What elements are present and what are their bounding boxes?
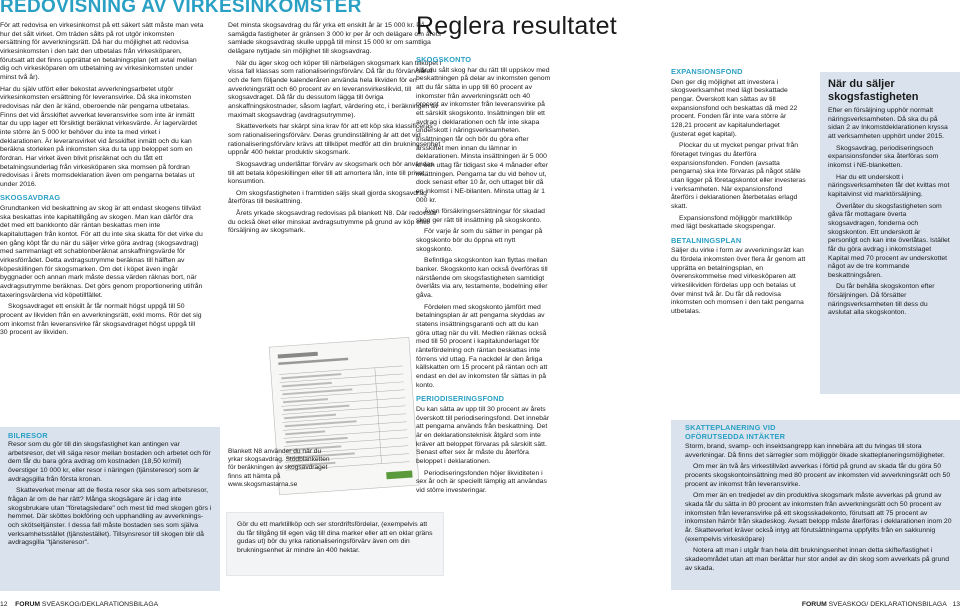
page-headline: REDOVISNING AV VIRKESINKOMSTER	[0, 0, 362, 17]
paragraph: Periodiseringsfonden höjer likviditeten i sex år och är speciellt lämplig att användas vid större investeringar.	[416, 469, 547, 494]
left-footer	[0, 601, 158, 608]
paragraph: Du kan sätta av upp till 30 procent av årets överskott till periodiseringsfond. Det innebär att pengarna används från beskattning. Det är en deklarationsteknisk åtgärd som inte kräver att beloppet förvaras på särskilt sätt. Senast efter sex år måste du återföra beloppet i deklarationen.	[416, 405, 550, 465]
paragraph: Den ger dig möjlighet att investera i skogsverksamhet med lägt beskattade pengar. Överskott kan sättas av till expansionsfond och beskattas då med 22 procent. Fonden får inte vara större är 128,21 procent av kapitalunderlaget (justerat eget kapital).	[671, 78, 798, 138]
paragraph: Efter en försäljning upphör normalt näringsverksamheten. Då ska du på sidan 2 av Inkomstdeklarationen kryssa att verksamheten upphört under 2015.	[828, 107, 948, 140]
paragraph: Årets yrkade skogsavdrag redovisas på blankett N8. Där redovisar du också öket eller minskat avdragsutrymme på grund av köp eller försäljning av skogsmark.	[228, 210, 438, 235]
paragraph: Skogsavdrag, periodiseringsoch expansionsfonder ska återföras som inkomst i NE-blanketten.	[828, 144, 939, 169]
paragraph: Plockar du ut mycket pengar privat från företaget tvingas du återföra expansionsfonden. Fonden (avsatta pengarna) ska inte förvaras på något ställe utan ligger på företagskontot eller investeras i verksamheten. När expansionsfond återförs i deklarationen återbetalas erlagd skatt.	[671, 142, 806, 210]
paragraph: Du får behålla skogskonton efter försäljningen. Då försätter näringsverksamheten till dess du avslutat alla skogskonton.	[828, 283, 935, 317]
section-heading-periodiseringsfond: PERIODISERINGSFOND	[416, 394, 505, 404]
paragraph: Om skogsfastigheten i framtiden säljs skall gjorda skogsavdrag återföras till beskattning.	[228, 189, 427, 206]
paragraph: Skatteverkets har skärpt sina krav för att ett köp ska klassificeras som rationaliseringsförvärv. Deras grundinställning är att det vid rationaliseringsförvärv krävs att tillköpet medför att din brukningsenhet uppnår 400 hektar produktiv skogsmark.	[228, 123, 441, 157]
image-caption: Blankett N8 använder du när du yrkar skogsavdrag. Stödblanketten för beräkningen av skogsavdraget finns att hämta på www.skogsmastarna.se	[228, 448, 330, 488]
tip-box	[226, 512, 444, 576]
section-heading-expansionsfond: EXPANSIONSFOND	[671, 67, 743, 76]
footer-text: SVEASKOG/ DEKLARATIONSBILAGA	[826, 601, 947, 608]
section-heading-skogsavdrag: SKOGSAVDRAG	[0, 193, 61, 203]
paragraph: Notera att man i utgår fran hela ditt brukningsenhet innan detta skifte/fastighet i skadeområdet utan att man berättar hur stor andel av din skog som avverkats på grund av skada.	[685, 547, 950, 572]
paragraph: För varje år som du sätter in pengar på skogskonto bör du öppna ett nytt skogskonto.	[416, 228, 543, 253]
left-column-1	[0, 22, 204, 341]
paragraph: Storm, brand, svamp- och insektsangrepp kan innebära att du tvingas till stora avverkningar. Då finns det särregler som möjliggör ökade skatteplaneringsmöjligheter.	[685, 443, 945, 459]
paragraph: Expansionsfond möjliggör marktillköp med lägt beskattade skogspengar.	[671, 214, 792, 231]
tax-box-heading-1: SKATTEPLANERING VID	[685, 423, 776, 432]
right-page	[416, 0, 960, 615]
paragraph: Om mer än en tredjedel av din produktiva skogsmark måste avverkas på grund av skada får du sätta in 80 procent av inkomsten från avverkningsrätt och 50 procent av inkomsten från leveransvirke på ett skogsskadekonto, förutsatt att 75 procent av inkomsten härrör från skadeskog. Avsatt belopp måste återföras i deklarationen inom 20 år. Skatteverket kräver också intyg att förutsättningarna uppfyllts från en sakkunnig (exempelvis virkesköpare)	[685, 492, 952, 543]
page-number: 13	[952, 601, 960, 608]
paragraph: Skogsavdrag underlåttar förvärv av skogsmark och bör användas till att betala köpeskillingen eller till att amortera lån, inte till privat konsumtion.	[228, 160, 434, 186]
bilresor-heading: BILRESOR	[8, 431, 48, 440]
tax-planning-box	[671, 420, 960, 590]
paragraph: Grundtanken vid beskattning av skog är att endast skogens tillväxt ska beskattas inte kapitaltillgång av skogen. Man kan därför dra det med ett bankkonto där räntan beskattas men inte kapitaluttagen från kontot. För att du inte ska skatta för det virke du en gång köpt får du när du säljer virke göra avdrag (skogsavdrag) med sammanlagt ett schablonberäknat anskaffningsvärde för virkesförrådet. Detta avdragsutrymme beräknas till hälften av köpeskillingen för skogsmarken. Om det i köpet även ingår byggnader och annan mark måste dessa värden räknas bort, när avdragsutrymme beräknas. Det görs genom proportionering utifrån taxeringsvärdena vid köpetillfället.	[0, 205, 203, 299]
paragraph: Skatteverket menar att de flesta resor ska ses som arbetsresor, frågan är om de har rätt? Många skogsägare är i dag inte skogsbrukare utan "företagsledare" och mest tid med skogen görs i hemmet. Där sköttes bokföring och upphandling av avverknings- och skötseltjänster. I dessa fall måste bostaden ses som själva verksamhetsstället (tjänstestället). Tillsynsresor till skogen blir då avdragsgilla "tjänsteresor".	[8, 487, 212, 547]
footer-brand: FORUM	[801, 601, 827, 608]
paragraph: Det minsta skogsavdrag du får yrka ett enskilt år är 15 000 kr. På samägda fastigheter är gränsen 3 000 kr per år och delägare om årets samlade skogsavdrag skulle uppgå till minst 15 000 kr om samtliga delägare nyttjade sin möjlighet till skogsavdrag.	[228, 22, 442, 55]
paragraph: Resor som du gör till din skogsfastighet kan antingen var arbetsresor, det vill säga resor mellan bostaden och arbetet och för dem får du bara göra avdrag om kostnaden (18,50 kr/mil) överstiger 10 000 kr, eller resor i näringen (tjänsteresor) som är avdragsgilla från första kronan.	[8, 441, 211, 483]
footer-brand: FORUM	[15, 601, 41, 608]
left-column-2	[228, 22, 442, 239]
paragraph: Skogsavdraget ett enskilt år får normalt högst uppgå till 50 procent av likviden från en avverkningsrätt, exkl moms. Rör det sig om inkomst från leveransvirke får skogsavdraget högst uppgå till 30 procent av likviden.	[0, 303, 202, 337]
right-column-1	[416, 56, 552, 499]
bilresor-box	[0, 427, 220, 591]
right-column-2	[671, 68, 806, 320]
paragraph: Fördelen med skogskonto jämfört med betalningsplan är att pengarna skyddas av statens insättningsgaranti och att du kan göra uttag när du vill. Medlen räknas också med till 50 procent i kapitalunderlaget för räntefördelning och räntan beskattas inte förrens vid uttag. Fa nackdel är den årliga källskatten om 15 procent på räntan och att endast en del av inkomsten får sättas in på konto.	[416, 303, 548, 389]
sell-property-box	[820, 72, 960, 394]
tax-box-heading-2: OFÖRUTSEDDA INTÄKTER	[685, 431, 786, 441]
page-number: 12	[0, 601, 8, 608]
section-heading-skogskonto: SKOGSKONTO	[416, 55, 472, 64]
paragraph: För att redovisa en virkesinkomst på ett säkert sätt måste man veta hur det sålt virket. Om träden sålts på rot utgör inkomsten ersättning för avverkningsrätt. Då har du möjlighet att redovisa virkesinkomsten i den takt den utbetalas från virkesköparen, förutsatt att det finns upprättat en betalningsplan (ett avtal mellan dig och virkesköparen om utbetalning av virkesinkomsten under minst två år).	[0, 22, 204, 81]
right-footer	[802, 601, 960, 608]
paragraph: Har du själv utfört eller bekostat avverkningsarbetet utgör virkesinkomsten ersättning för leveransvirke. Då ska inkomsten redovisas när den är känd, oberoende när pengarna utbetalas. Finns det vid årsskiftet avverkat leveransvirke som inte är inmätt tar du upp lager ett försiktigt beräknat virkesvärde. Är lagervärdet inte större än 5 000 kr behöver du inte ta med virket i deklarationen. Är leveransvirket vid årsskiftet inmätt och du kan beräkna storleken på inkomsten ska du ta upp beloppet som en fordran. Har virket även blivit prisräknat och du fått ett betalningsunderlag från virkesköparen ska momsen på fordran redovisas i årets momsdeklaration även om pengarna betalas ut under 2016.	[0, 85, 198, 188]
page-title: Reglera resultatet	[416, 12, 617, 40]
tip-text: Gör du ett marktillköp och ser stordriftsfördelar, (exempelvis att du får tillgång till egen väg till dina marker eller att en oklar gräns gudas ut) bör du yrka rationaliseringsförvärv även om din brukningsenhet är mindre än 400 hektar.	[237, 521, 433, 554]
paragraph: När du sålt skog har du rätt till uppskov med beskattningen på delar av inkomsten genom att du får sätta in upp till 60 procent av inkomster från avverkningsrätt och 40 procent av inkomster från leveransvirke på ett särskilt skogskonto. Insättningen blir ett avdrag i deklarationen och får inte skapa underskott i näringsverksamheten. Insättningen får och bör du göra efter årsskiftet men innan du lämnar in deklarationen. Minsta insättningen är 5 000 kr och uttag får tidigast ske 4 månader efter insättningen. Pengarna tar du vid behov ut, dock senast efter 10 år, och uttaget blir då en inkomst i NE-bilanten. Minsta uttag är 1 000 kr.	[416, 66, 551, 204]
paragraph: Befintliga skogskonton kan flyttas mellan banker. Skogskonto kan också överföras till närstående om skogsfastigheten samtidigt överlåts via arv, testamente, bodelning eller gåva.	[416, 257, 548, 300]
paragraph: Har du ett underskott i näringsverksamheten får det kvittas mot kapitalvinst vid marktörsäljning.	[828, 173, 950, 198]
sell-box-heading: När du säljer skogsfastigheten	[828, 78, 919, 103]
paragraph: Även försäkringsersättningar för skadad skog ger rätt till insättning på skogskonto.	[416, 208, 545, 224]
paragraph: När du äger skog och köper till närbelägen skogsmark kan tillköpet i vissa fall klassas som rationaliseringsförvärv. Då får du förvärvsåret och de fem följande kalenderåren använda hela likviden för en avverkningsrätt och 60 procent av en leveransvirkeslikvid, till skogsavdraget. Då får du dessutom lägga till övriga anskaffningskostnader, såsom lagfart, värdering etc, i beräkningen av maximalt skogsavdrag (avdragsutrymme).	[228, 59, 442, 119]
paragraph: Överlåter du skogsfastigheten som gåva får mottagare övertа skogsavdragen, fonderna och skogskonton. Ett underskott är personligt och kan inte överlåtas. Istället får du göra avdrag i inkomstslaget Kapital med 70 procent av underskottet något av de tre kommande beskattningsåren.	[828, 202, 950, 279]
section-heading-betalningsplan: BETALNINGSPLAN	[671, 235, 742, 245]
paragraph: Säljer du virke i form av avverkningsrätt kan du fördela inkomsten över flera år genom att upprätta en betalningsplan, en överenskommelse med virkesköparen att virkeslikviden fördelas upp och betalas ut över minst två år. Du får då redovisa inkomsten och momsen i den takt pengarna utbetalas.	[671, 247, 806, 316]
footer-text: SVEASKOG/DEKLARATIONSBILAGA	[40, 601, 159, 608]
paragraph: Om mer än två års virkestillväxt avverkas i förtid på grund av skada får du göra 50 procents skogskontoinsättning med 80 procent av inkomsten vid avverkningsrätt och 50 procent av inkomst från leveransvirke.	[685, 463, 951, 488]
